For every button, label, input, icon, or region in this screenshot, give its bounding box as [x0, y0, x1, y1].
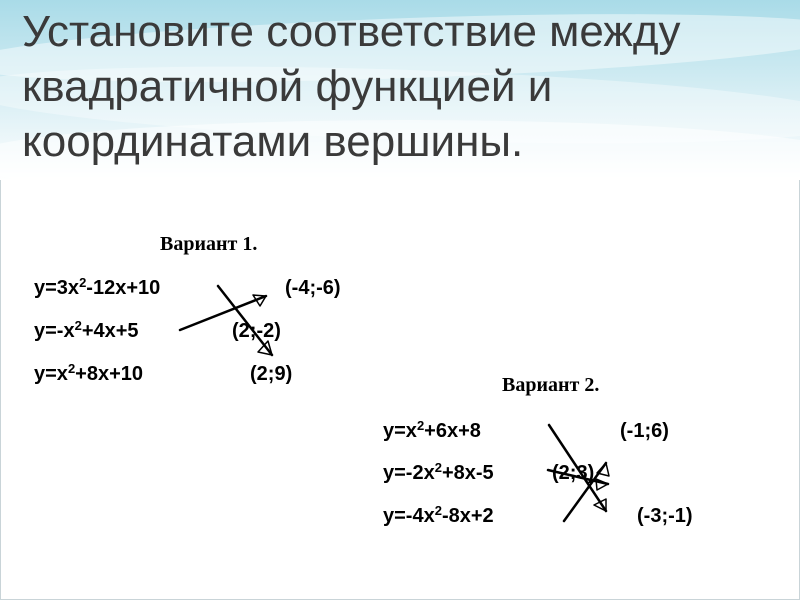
title-line-3: координатами вершины.	[22, 117, 524, 166]
title-line-2: квадратичной функцией и	[22, 62, 553, 111]
variant-2-equation: $y=-2x^2+8x-5$	[383, 460, 494, 484]
variant-2-coordinate: (-3;-1)	[637, 505, 693, 527]
variant-1-coordinate: (-4;-6)	[285, 277, 341, 299]
variant-1-heading: Вариант 1.	[160, 233, 258, 255]
title-line-1: Установите соответствие между	[22, 7, 681, 56]
variant-1-equation: $y=-x^2+4x+5$	[34, 318, 139, 342]
variant-2-heading: Вариант 2.	[502, 374, 600, 396]
variant-2-coordinate: (-1;6)	[620, 420, 669, 442]
slide-title	[22, 4, 782, 169]
variant-1-equation: $y=x^2+8x+10$	[34, 361, 144, 385]
variant-2-equation: $y=x^2+6x+8$	[383, 418, 481, 442]
variant-1-coordinate: (2;9)	[250, 363, 293, 385]
variant-1-coordinate: (2;-2)	[232, 320, 281, 342]
variant-1-equation: $y=3x^2-12x+10$	[34, 275, 161, 299]
variant-2-equation: $y=-4x^2-8x+2$	[383, 503, 494, 527]
variant-2-coordinate: (2;3)	[552, 462, 595, 484]
